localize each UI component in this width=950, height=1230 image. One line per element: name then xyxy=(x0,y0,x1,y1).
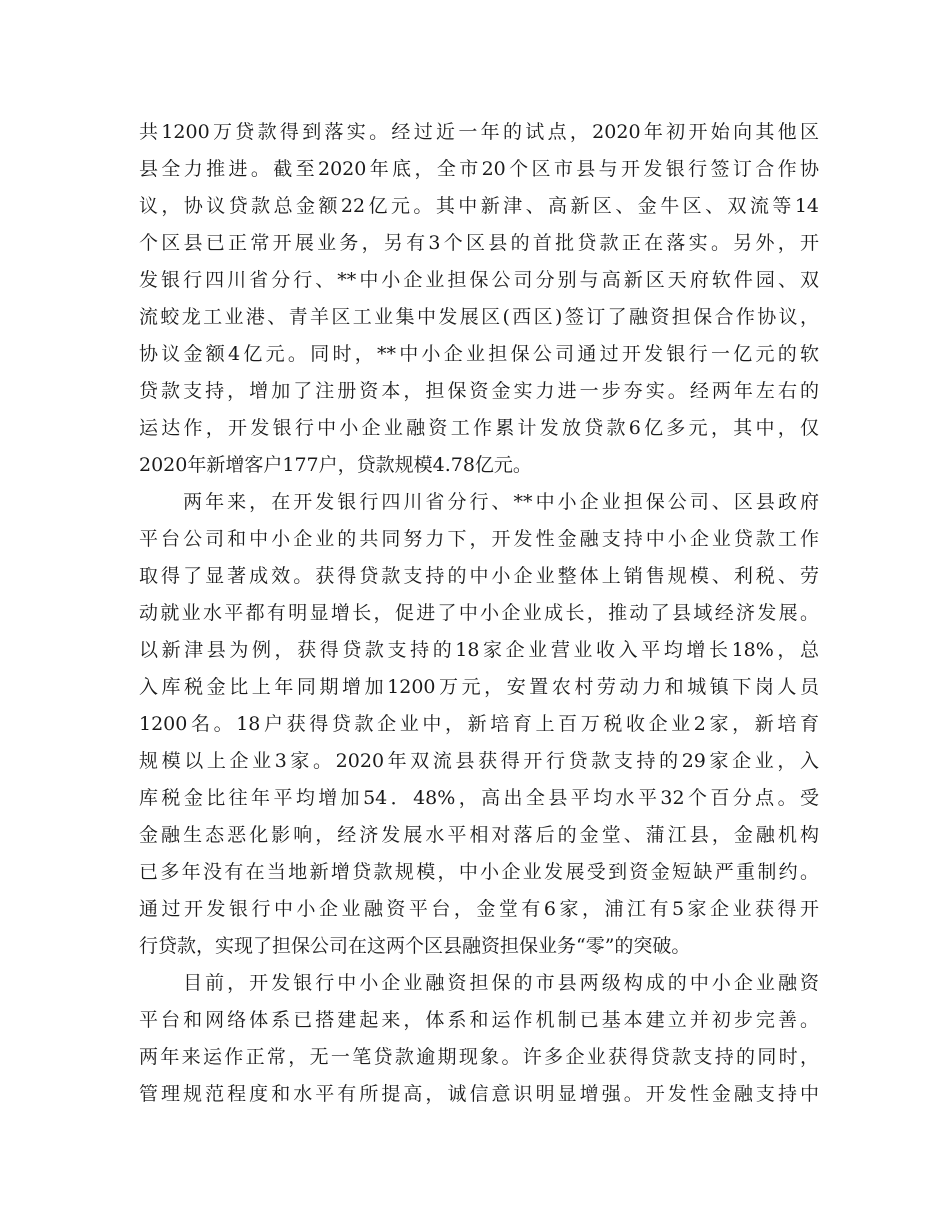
text-line: 个区县已正常开展业务，另有3个区县的首批贷款正在落实。另外，开 xyxy=(139,232,819,254)
text-line: 已多年没有在当地新增贷款规模，中小企业发展受到资金短缺严重制约。 xyxy=(139,861,819,883)
text-line: 两年来，在开发银行四川省分行、**中小企业担保公司、区县政府 xyxy=(139,491,819,513)
document-page xyxy=(139,114,819,1113)
text-line: 共1200万贷款得到落实。经过近一年的试点，2020年初开始向其他区 xyxy=(139,121,819,143)
text-line: 通过开发银行中小企业融资平台，金堂有6家，浦江有5家企业获得开 xyxy=(139,898,819,920)
text-line: 平台和网络体系已搭建起来，体系和运作机制已基本建立并初步完善。 xyxy=(139,1009,819,1031)
text-line: 以新津县为例，获得贷款支持的18家企业营业收入平均增长18%，总 xyxy=(139,639,819,661)
text-line: 运达作，开发银行中小企业融资工作累计发放贷款6亿多元，其中，仅 xyxy=(139,417,819,439)
text-line: 金融生态恶化影响，经济发展水平相对落后的金堂、蒲江县，金融机构 xyxy=(139,824,819,846)
text-line: 2020年新增客户177户，贷款规模4.78亿元。 xyxy=(139,454,532,476)
text-line: 库税金比往年平均增加54．48%，高出全县平均水平32个百分点。受 xyxy=(139,787,819,809)
text-line: 贷款支持，增加了注册资本，担保资金实力进一步夯实。经两年左右的 xyxy=(139,380,819,402)
text-line: 流蛟龙工业港、青羊区工业集中发展区(西区)签订了融资担保合作协议， xyxy=(139,306,819,328)
text-line: 协议金额4亿元。同时，**中小企业担保公司通过开发银行一亿元的软 xyxy=(139,343,819,365)
text-line: 目前，开发银行中小企业融资担保的市县两级构成的中小企业融资 xyxy=(139,972,819,994)
text-line: 县全力推进。截至2020年底，全市20个区市县与开发银行签订合作协 xyxy=(139,158,819,180)
text-line: 发银行四川省分行、**中小企业担保公司分别与高新区天府软件园、双 xyxy=(139,269,819,291)
text-line: 行贷款，实现了担保公司在这两个区县融资担保业务“零”的突破。 xyxy=(139,935,691,957)
text-line: 两年来运作正常，无一笔贷款逾期现象。许多企业获得贷款支持的同时， xyxy=(139,1046,819,1068)
text-line: 议，协议贷款总金额22亿元。其中新津、高新区、金牛区、双流等14 xyxy=(139,195,819,217)
text-line: 1200名。18户获得贷款企业中，新培育上百万税收企业2家，新培育 xyxy=(139,713,819,735)
text-line: 入库税金比上年同期增加1200万元，安置农村劳动力和城镇下岗人员 xyxy=(139,676,819,698)
text-line: 管理规范程度和水平有所提高，诚信意识明显增强。开发性金融支持中 xyxy=(139,1083,819,1105)
text-line: 平台公司和中小企业的共同努力下，开发性金融支持中小企业贷款工作 xyxy=(139,528,819,550)
text-line: 规模以上企业3家。2020年双流县获得开行贷款支持的29家企业，入 xyxy=(139,750,819,772)
text-line: 取得了显著成效。获得贷款支持的中小企业整体上销售规模、利税、劳 xyxy=(139,565,819,587)
text-line: 动就业水平都有明显增长，促进了中小企业成长，推动了县域经济发展。 xyxy=(139,602,819,624)
